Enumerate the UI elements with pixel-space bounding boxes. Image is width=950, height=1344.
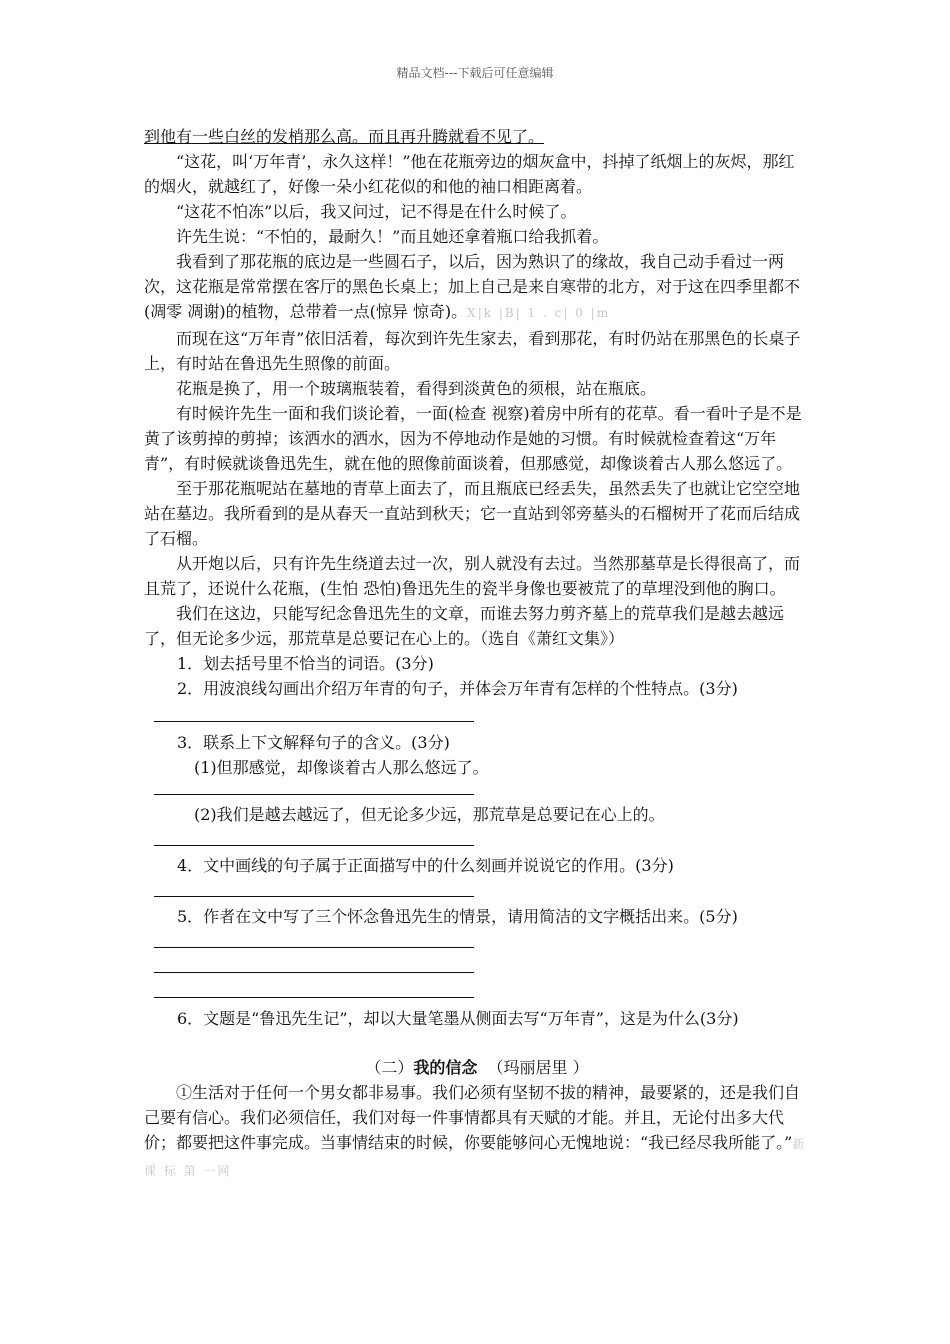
underlined-sentence: 到他有一些白丝的发梢那么高。而且再升腾就看不见了。: [144, 127, 545, 146]
paragraph: 有时候许先生一面和我们谈论着，一面(检查 视察)着房中所有的花草。看一看叶子是不是黄了该剪掉的剪掉；该洒水的洒水，因为不停地动作是她的习惯。有时候就检查着这“万年青”，有时候就谈鲁迅先生，就在他的照像前面谈着，但那感觉，却像谈着古人那么悠远了。: [144, 404, 802, 473]
paragraph: 而现在这“万年青”依旧活着，每次到许先生家去，看到那花，有时仍站在那黑色的长桌子上，有时站在鲁迅先生照像的前面。: [144, 329, 801, 373]
section-title-text: 我的信念: [413, 1058, 478, 1077]
section-title: [144, 1055, 810, 1080]
paragraph-text: 我看到了那花瓶的底边是一些圆石子，以后，因为熟识了的缘故，我自己动手看过一两次，这花瓶是常常摆在客厅的黑色长桌上；加上自己是来自寒带的北方，对于这在四季里都不(凋零 凋谢)的植物，总带着一点(惊异 惊奇)。: [144, 252, 801, 321]
answer-line: [154, 721, 474, 722]
section-author: （玛丽居里 ）: [487, 1058, 589, 1077]
section-prefix: （二）: [365, 1058, 414, 1077]
question-2: 2．用波浪线勾画出介绍万年青的句子，并体会万年青有怎样的个性特点。(3分): [177, 679, 738, 698]
page-header: 精品文档---下载后可任意编辑: [396, 66, 554, 80]
answer-line: [154, 794, 474, 795]
paragraph: 从开炮以后，只有许先生绕道去过一次，别人就没有去过。当然那墓草是长得很高了，而且荒了，还说什么花瓶，(生怕 恐怕)鲁迅先生的瓷半身像也要被荒了的草埋没到他的胸口。: [144, 554, 801, 598]
paragraph: 许先生说：“不怕的，最耐久！”而且她还拿着瓶口给我抓着。: [176, 227, 609, 246]
watermark: 新 课 标 第 一网: [144, 1137, 807, 1178]
paragraph: 我们在这边，只能写纪念鲁迅先生的文章，而谁去努力剪齐墓上的荒草我们是越去越远了，但无论多少远，那荒草是总要记在心上的。（选自《萧红文集》）: [144, 604, 785, 648]
paragraph: 至于那花瓶呢站在墓地的青草上面去了，而且瓶底已经丢失，虽然丢失了也就让它空空地站在墓边。我所看到的是从春天一直站到秋天；它一直站到邻旁墓头的石榴树开了花而后结成了石榴。: [144, 479, 801, 548]
paragraph-text: ①生活对于任何一个男女都非易事。我们必须有坚韧不拔的精神，最要紧的，还是我们自己要有信心。我们必须信任，我们对每一件事情都具有天赋的才能。并且，无论付出多大代价；都要把这件事完成。当事情结束的时候，你要能够问心无愧地说：“我已经尽我所能了。”: [144, 1083, 801, 1152]
answer-line: [154, 896, 474, 897]
paragraph: “这花，叫‘万年青’，永久这样！”他在花瓶旁边的烟灰盒中，抖掉了纸烟上的灰烬，那红的烟火，就越红了，好像一朵小红花似的和他的袖口相距离着。: [144, 152, 795, 196]
document-body: [144, 124, 810, 1184]
question-1: 1．划去括号里不恰当的词语。(3分): [177, 654, 434, 673]
question-5: 5．作者在文中写了三个怀念鲁迅先生的情景，请用简洁的文字概括出来。(5分): [177, 907, 738, 926]
watermark: X|k |B| 1 . c| 0 |m: [467, 306, 611, 320]
answer-line: [154, 845, 474, 846]
question-3-1: (1)但那感觉，却像谈着古人那么悠远了。: [194, 758, 489, 777]
answer-line: [154, 997, 474, 998]
paragraph: [144, 1080, 810, 1184]
question-4: 4．文中画线的句子属于正面描写中的什么刻画并说说它的作用。(3分): [177, 856, 674, 875]
question-3: 3．联系上下文解释句子的含义。(3分): [177, 733, 450, 752]
paragraph: “这花不怕冻”以后，我又问过，记不得是在什么时候了。: [176, 202, 577, 221]
paragraph: 花瓶是换了，用一个玻璃瓶装着，看得到淡黄色的须根，站在瓶底。: [176, 379, 657, 398]
question-6: 6．文题是“鲁迅先生记”，却以大量笔墨从侧面去写“万年青”，这是为什么(3分): [177, 1009, 739, 1028]
paragraph: [144, 249, 810, 326]
question-3-2: (2)我们是越去越远了，但无论多少远，那荒草是总要记在心上的。: [194, 805, 665, 824]
